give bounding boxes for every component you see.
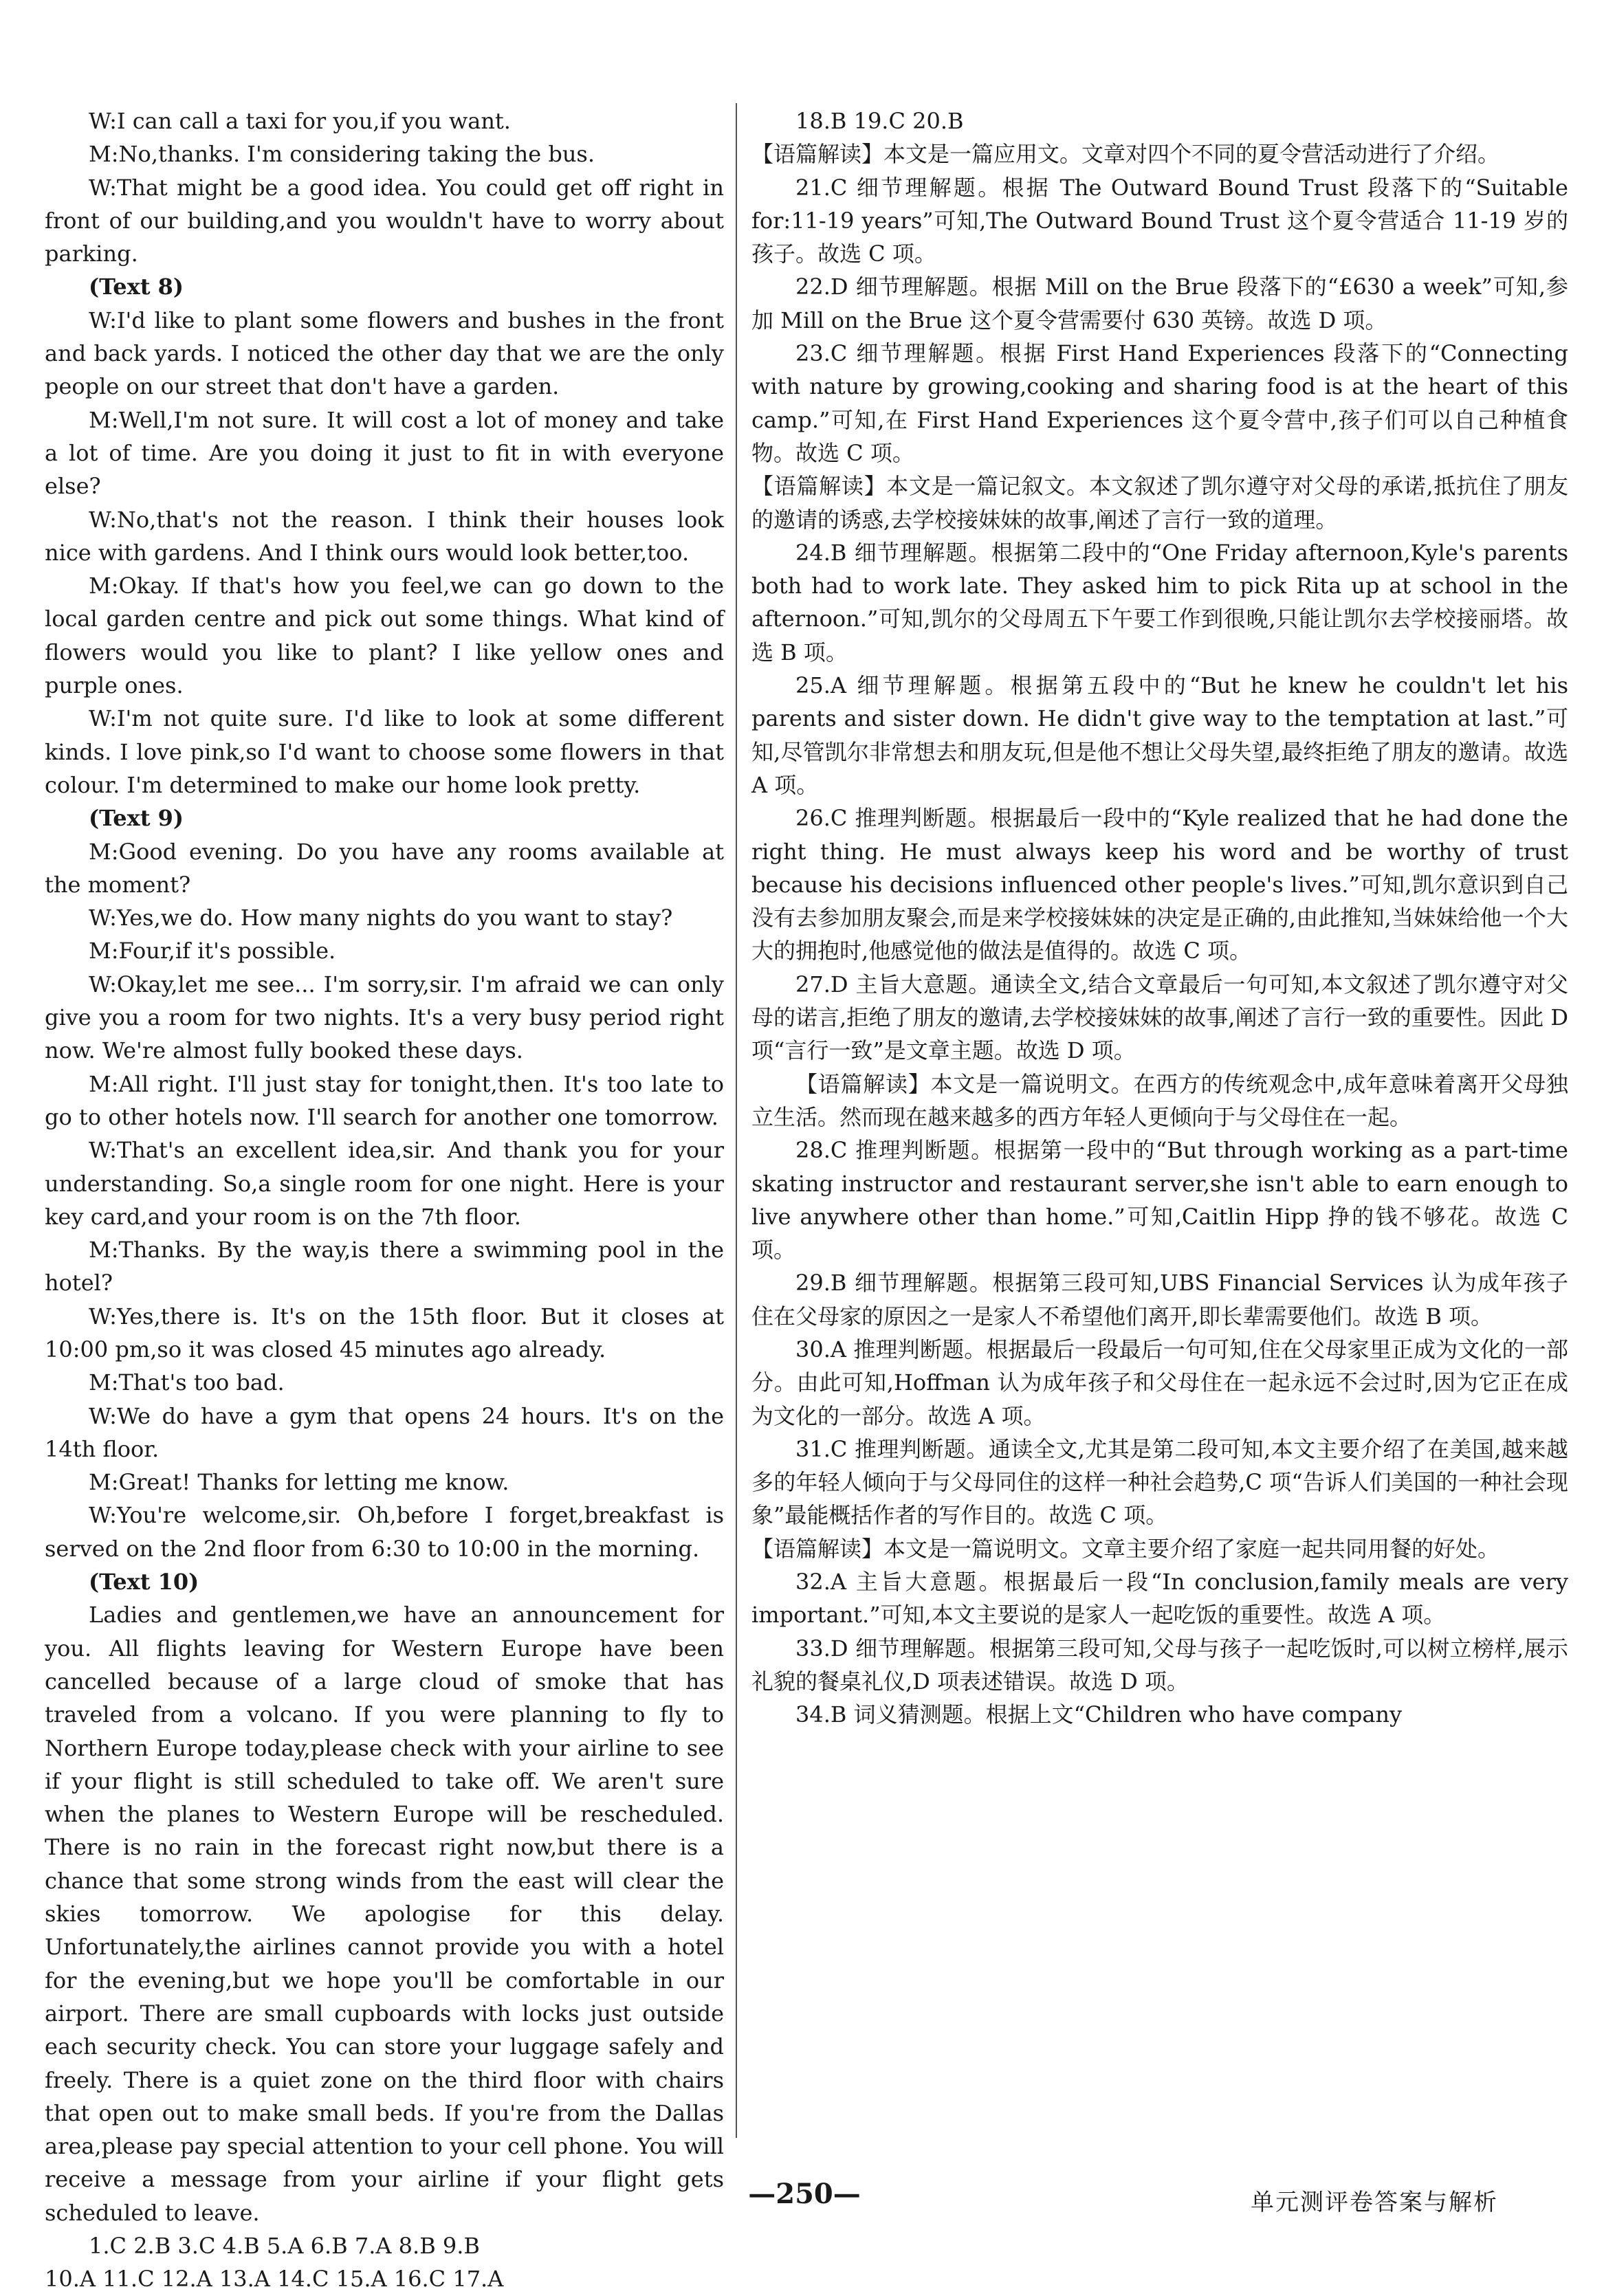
answer-explanation: 31.C 推理判断题。通读全文,尤其是第二段可知,本文主要介绍了在美国,越来越多的年轻人倾向于与父母同住的这样一种社会趋势,C 项“告诉人们美国的一种社会现象”最能概括作者的写作目的。故选 C 项。: [751, 1435, 1568, 1529]
answer-explanation: 21.C 细节理解题。根据 The Outward Bound Trust 段落下的“Suitable for:11-19 years”可知,The Outward Bound Trust 这个夏令营适合 11-19 岁的孩子。故选 C 项。: [751, 174, 1568, 267]
dialogue-line: M:Okay. If that's how you feel,we can go down to the local garden centre and pick out some things. What kind of flowers would you like to plant? I like yellow ones and purple ones.: [45, 573, 724, 699]
dialogue-line: W:I'm not quite sure. I'd like to look at some different kinds. I love pink,so I'd want to choose some flowers in that colour. I'm determined to make our home look pretty.: [45, 705, 724, 798]
dialogue-line: M:Good evening. Do you have any rooms available at the moment?: [45, 838, 724, 898]
announcement-paragraph: Ladies and gentlemen,we have an announcement for you. All flights leaving for Western Europe have been cancelled because of a large cloud of smoke that has traveled from a volcano. If you were planning to fly to Northern Europe today,please check with your airline to see if your flight is still scheduled to take off. We aren't sure when the planes to Western Europe will be rescheduled. There is no rain in the forecast right now,but there is a chance that some strong winds from the east will clear the skies tomorrow. We apologise for this delay. Unfortunately,the airlines cannot provide you with a hotel for the evening,but we hope you'll be comfortable in our airport. There are small cupboards with locks just outside each security check. You can store your luggage safely and freely. There is a quiet zone on the third floor with chairs that open out to make small beds. If you're from the Dallas area,please pay special attention to your cell phone. You will receive a message from your airline if your flight gets scheduled to leave.: [45, 1602, 724, 2226]
dialogue-line: W:That might be a good idea. You could get off right in front of our building,and you wouldn't have to worry about parking.: [45, 174, 724, 267]
dialogue-line: M:Well,I'm not sure. It will cost a lot of money and take a lot of time. Are you doing it just to fit in with everyone else?: [45, 406, 724, 500]
dialogue-line: M:All right. I'll just stay for tonight,then. It's too late to go to other hotels now. I'll search for another one tomorrow.: [45, 1070, 724, 1130]
passage-analysis: 【语篇解读】本文是一篇说明文。文章主要介绍了家庭一起共同用餐的好处。: [751, 1535, 1500, 1562]
dialogue-line: M:That's too bad.: [89, 1369, 285, 1396]
answer-explanation: 32.A 主旨大意题。根据最后一段“In conclusion,family meals are very important.”可知,本文主要说的是家人一起吃饭的重要性。故选 A 项。: [751, 1569, 1568, 1629]
dialogue-line: W:We do have a gym that opens 24 hours. It's on the 14th floor.: [45, 1402, 724, 1462]
answer-explanation: 23.C 细节理解题。根据 First Hand Experiences 段落下的“Connecting with nature by growing,cooking and sharing food is at the heart of this camp.”可知,在 First Hand Experiences 这个夏令营中,孩子们可以自己种植食物。故选 C 项。: [751, 340, 1568, 466]
dialogue-line: W:Yes,we do. How many nights do you want to stay?: [89, 905, 673, 931]
passage-analysis: 【语篇解读】本文是一篇应用文。文章对四个不同的夏令营活动进行了介绍。: [751, 141, 1500, 168]
answer-explanation: 30.A 推理判断题。根据最后一段最后一句可知,住在父母家里正成为文化的一部分。由此可知,Hoffman 认为成年孩子和父母住在一起永远不会过时,因为它正在成为文化的一部分。故选 A 项。: [751, 1336, 1568, 1429]
page-number: —250—: [748, 2178, 861, 2210]
dialogue-line: M:Four,if it's possible.: [89, 938, 336, 964]
answer-explanation: 33.D 细节理解题。根据第三段可知,父母与孩子一起吃饭时,可以树立榜样,展示礼貌的餐桌礼仪,D 项表述错误。故选 D 项。: [751, 1635, 1568, 1695]
answer-explanation: 24.B 细节理解题。根据第二段中的“One Friday afternoon,Kyle's parents both had to work late. They asked him to pick Rita up at school in the afternoon.”可知,凯尔的父母周五下午要工作到很晚,只能让凯尔去学校接丽塔。故选 B 项。: [751, 539, 1568, 665]
dialogue-line: W:Okay,let me see... I'm sorry,sir. I'm afraid we can only give you a room for two nights. It's a very busy period right now. We're almost fully booked these days.: [45, 971, 724, 1064]
right-column: [751, 104, 1568, 1732]
answer-explanation: 25.A 细节理解题。根据第五段中的“But he knew he couldn't let his parents and sister down. He didn't give way to the temptation at last.”可知,尽管凯尔非常想去和朋友玩,但是他不想让父母失望,最终拒绝了朋友的邀请。故选 A 项。: [751, 672, 1568, 798]
answer-explanation: 22.D 细节理解题。根据 Mill on the Brue 段落下的“£630 a week”可知,参加 Mill on the Brue 这个夏令营需要付 630 英镑。故选 D 项。: [751, 274, 1568, 333]
answer-key-row: 10.A 11.C 12.A 13.A 14.C 15.A 16.C 17.A: [45, 2266, 504, 2293]
column-divider: [736, 103, 737, 2138]
dialogue-line: W:You're welcome,sir. Oh,before I forget,breakfast is served on the 2nd floor from 6:30 to 10:00 in the morning.: [45, 1502, 724, 1562]
answer-key-row: 1.C 2.B 3.C 4.B 5.A 6.B 7.A 8.B 9.B: [89, 2233, 480, 2259]
dialogue-line: W:No,that's not the reason. I think their houses look nice with gardens. And I think ours would look better,too.: [45, 506, 724, 566]
passage-analysis: 【语篇解读】本文是一篇记叙文。本文叙述了凯尔遵守对父母的承诺,抵抗住了朋友的邀请的诱惑,去学校接妹妹的故事,阐述了言行一致的道理。: [751, 473, 1568, 533]
answer-explanation: 28.C 推理判断题。根据第一段中的“But through working as a part-time skating instructor and restaurant server,she isn't able to earn enough to live anywhere other than home.”可知,Caitlin Hipp 挣的钱不够花。故选 C 项。: [751, 1137, 1568, 1263]
dialogue-line: M:No,thanks. I'm considering taking the bus.: [89, 141, 595, 168]
dialogue-line: W:I'd like to plant some flowers and bushes in the front and back yards. I noticed the other day that we are the only people on our street that don't have a garden.: [45, 307, 724, 400]
dialogue-line: W:I can call a taxi for you,if you want.: [89, 108, 511, 134]
answer-explanation: 27.D 主旨大意题。通读全文,结合文章最后一句可知,本文叙述了凯尔遵守对父母的诺言,拒绝了朋友的邀请,去学校接妹妹的故事,阐述了言行一致的重要性。因此 D 项“言行一致”是文章主题。故选 D 项。: [751, 971, 1568, 1064]
answer-key-row: 18.B 19.C 20.B: [795, 108, 964, 134]
dialogue-line: M:Thanks. By the way,is there a swimming pool in the hotel?: [45, 1237, 724, 1296]
passage-analysis: 【语篇解读】本文是一篇说明文。在西方的传统观念中,成年意味着离开父母独立生活。然而现在越来越多的西方年轻人更倾向于与父母住在一起。: [751, 1070, 1568, 1130]
dialogue-line: W:That's an excellent idea,sir. And thank you for your understanding. So,a single room for one night. Here is your key card,and your room is on the 7th floor.: [45, 1137, 724, 1230]
footer-section-title: 单元测评卷答案与解析: [1251, 2189, 1498, 2216]
dialogue-line: W:Yes,there is. It's on the 15th floor. But it closes at 10:00 pm,so it was closed 45 minutes ago already.: [45, 1303, 724, 1362]
text-heading: (Text 10): [89, 1569, 199, 1596]
text-heading: (Text 8): [89, 274, 184, 300]
dialogue-line: M:Great! Thanks for letting me know.: [89, 1469, 509, 1496]
answer-explanation: 29.B 细节理解题。根据第三段可知,UBS Financial Services 认为成年孩子住在父母家的原因之一是家人不希望他们离开,即长辈需要他们。故选 B 项。: [751, 1270, 1568, 1329]
left-column: [45, 104, 724, 2296]
text-heading: (Text 9): [89, 805, 184, 832]
answer-explanation: 34.B 词义猜测题。根据上文“Children who have company: [795, 1701, 1403, 1728]
answer-explanation: 26.C 推理判断题。根据最后一段中的“Kyle realized that he had done the right thing. He must always keep his word and be worthy of trust because his decisions influenced other people's lives.”可知,凯尔意识到自己没有去参加朋友聚会,而是来学校接妹妹的决定是正确的,由此推知,当妹妹给他一个大大的拥抱时,他感觉他的做法是值得的。故选 C 项。: [751, 805, 1568, 964]
